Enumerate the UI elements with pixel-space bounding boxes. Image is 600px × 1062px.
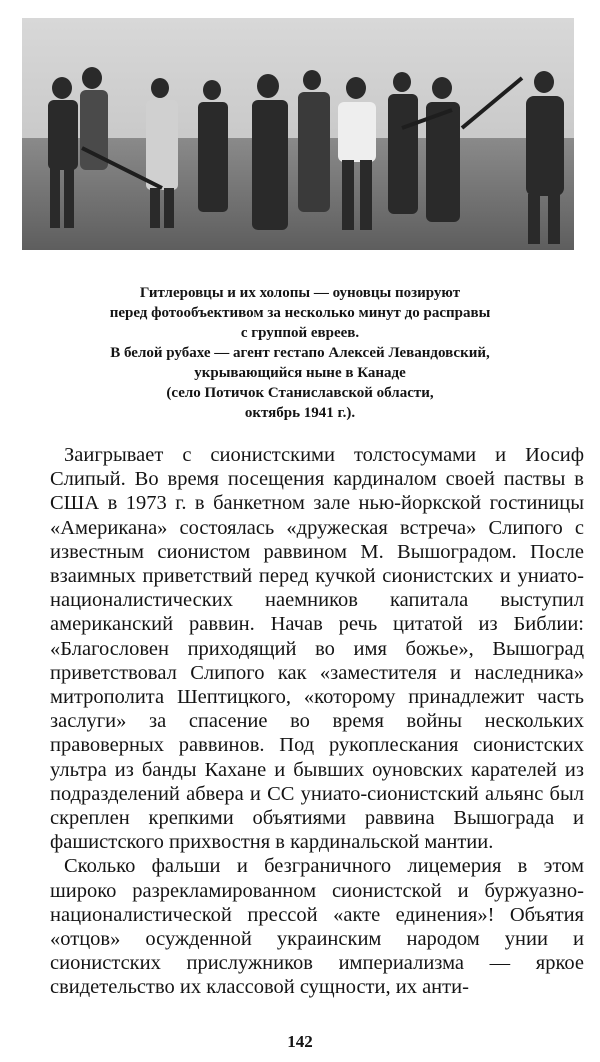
caption-line: перед фотообъективом за несколько минут до расправы bbox=[109, 305, 491, 321]
caption-line: Гитлеровцы и их холопы — оуновцы позируют bbox=[139, 285, 461, 301]
historical-photograph bbox=[22, 18, 574, 250]
caption-line: октябрь 1941 г.). bbox=[244, 405, 356, 421]
caption-line: В белой рубахе — агент гестапо Алексей Левандовский, bbox=[110, 345, 490, 361]
paragraph: Заигрывает с сионистскими толстосумами и Иосиф Слипый. Во время посещения кардиналом своей паствы в США в 1973 г. в банкетном зале нью-йоркской гостиницы «Американа» состоялась «дружеская встреча» Слипого с известным сионистом раввином М. Вышоградом. После взаимных приветствий перед кучкой сионистских и униато-националистических наемников капитала выступил американский раввин. Начав речь цитатой из Библии: «Благословен приходящий во имя божье», Вышоград приветствовал Слипого как «заместителя и наследника» митрополита Шептицкого, «которому принадлежит часть заслуги» за спасение во время войны нескольких правоверных раввинов. Под рукоплескания сионистских ультра из банды Кахане и бывших оуновских карателей из подразделений абвера и СС униато-сионистский альянс был скреплен крепкими объятиями раввина Вышограда и фашистского прихвостня в кардинальской мантии. bbox=[50, 444, 584, 854]
caption-line: укрывающийся ныне в Канаде bbox=[194, 365, 406, 381]
caption-line: (село Потичок Станиславской области, bbox=[166, 385, 434, 401]
caption-line: с группой евреев. bbox=[240, 325, 360, 341]
body-text bbox=[50, 443, 584, 1000]
page-number: 142 bbox=[287, 1032, 313, 1051]
photograph-image bbox=[22, 18, 574, 250]
paragraph: Сколько фальши и безграничного лицемерия в этом широко разрекламированном сионистской и буржуазно-националистической прессой «акте единения»! Объятия «отцов» осужденной украинским народом унии и сионистских прислужников империализма — яркое свидетельство их классовой сущности, их анти- bbox=[50, 855, 584, 999]
photo-caption bbox=[30, 283, 570, 423]
